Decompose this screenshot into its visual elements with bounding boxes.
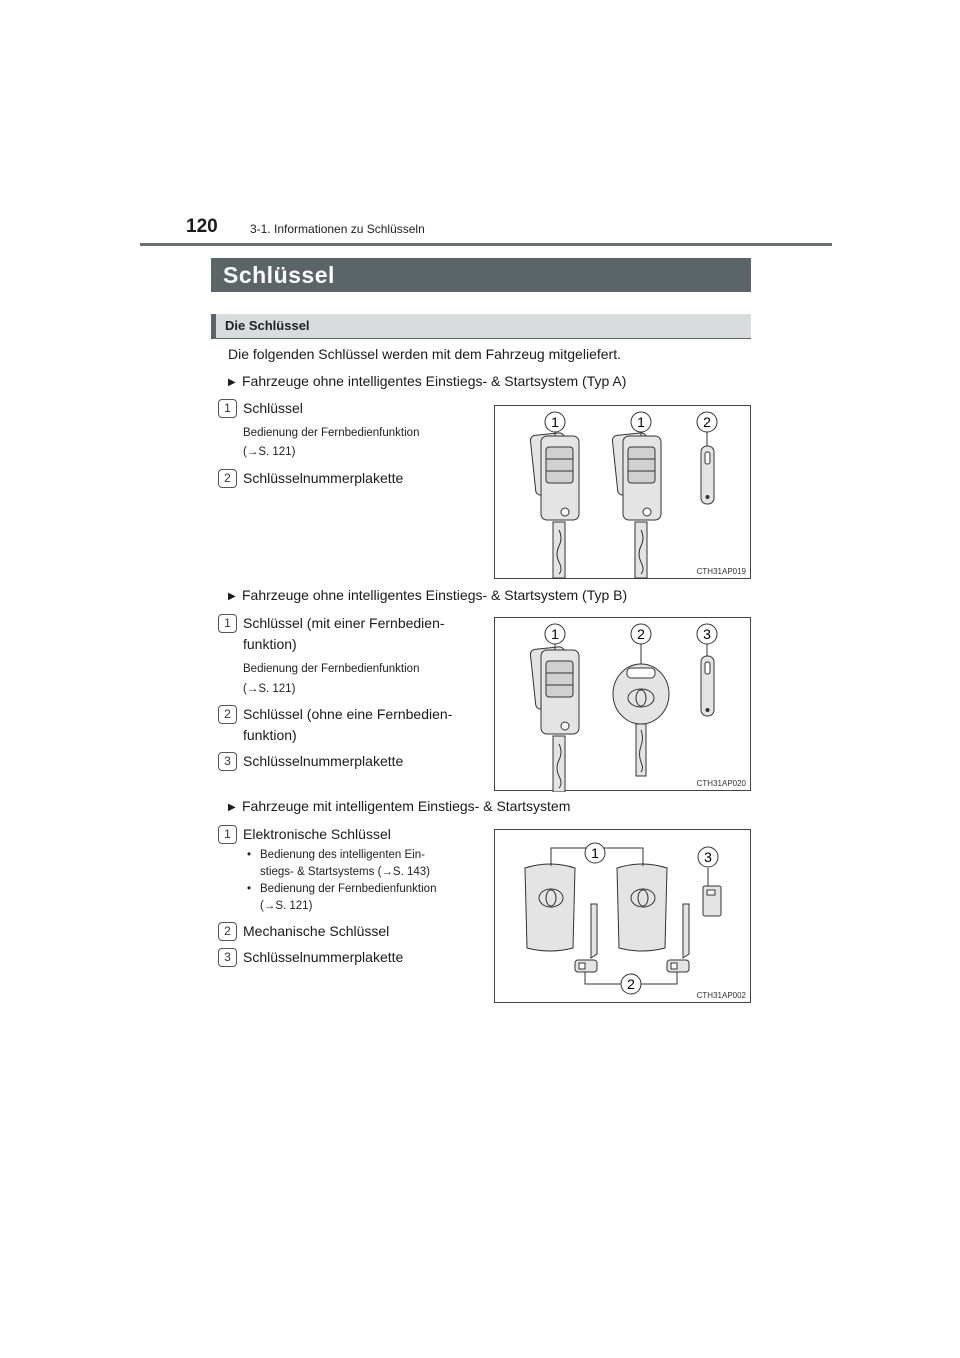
callout-label: 1: [551, 414, 559, 430]
breadcrumb: 3-1. Informationen zu Schlüsseln: [250, 222, 425, 236]
item-number-badge: 1: [218, 399, 237, 418]
item-number-badge: 3: [218, 752, 237, 771]
callout-label: 1: [591, 845, 599, 861]
figure-keys-type-a: [494, 405, 751, 579]
intro-text: Die folgenden Schlüssel werden mit dem Fahrzeug mitgeliefert.: [228, 346, 621, 362]
item-label: Schlüsselnummerplakette: [243, 753, 404, 769]
item-number-badge: 2: [218, 705, 237, 724]
figure-keys-type-b: [494, 617, 751, 791]
item-description-ref: (→S. 121): [243, 683, 296, 695]
smart-keys-illustration: [495, 830, 752, 1004]
keys-type-b-illustration: [495, 618, 752, 792]
bullet-item-cont: (→S. 121): [260, 900, 313, 912]
item-label: Schlüssel (mit einer Fernbedien-: [243, 615, 445, 631]
page-title: Schlüssel: [223, 262, 335, 288]
callout-label: 3: [704, 849, 712, 865]
item-label: Mechanische Schlüssel: [243, 923, 390, 939]
page-title-bar: [211, 258, 751, 292]
triangle-bullet-icon: ▶: [228, 591, 236, 602]
item-label: Schlüsselnummerplakette: [243, 470, 404, 486]
section-heading: Die Schlüssel: [225, 318, 310, 333]
item-number-badge: 2: [218, 469, 237, 488]
item-label: Schlüsselnummerplakette: [243, 949, 404, 965]
figure-code: CTH31AP020: [696, 779, 746, 788]
figure-code: CTH31AP019: [696, 567, 746, 576]
item-description-ref: (→S. 121): [243, 446, 296, 458]
group-b-heading: [228, 587, 627, 603]
group-c-heading-text: Fahrzeuge mit intelligentem Einstiegs- & Startsystem: [242, 798, 571, 814]
bullet-item: • Bedienung des intelligenten Ein-: [243, 847, 478, 864]
item-number-badge: 3: [218, 948, 237, 967]
item-bullet-list: [243, 847, 478, 915]
callout-label: 3: [703, 626, 711, 642]
item-label: Schlüssel (ohne eine Fernbedien-: [243, 706, 453, 722]
callout-label: 1: [637, 414, 645, 430]
item-label-cont: funktion): [243, 727, 297, 743]
item-label: Elektronische Schlüssel: [243, 826, 391, 842]
bullet-item-cont: stiegs- & Startsystems (→S. 143): [260, 866, 430, 878]
item-description: Bedienung der Fernbedienfunktion: [243, 427, 420, 439]
mechanical-key-icon: [667, 904, 689, 972]
flip-key-icon: [530, 432, 579, 578]
triangle-bullet-icon: ▶: [228, 377, 236, 388]
plain-key-icon: [613, 664, 669, 776]
smart-key-icon: [525, 864, 575, 951]
item-number-badge: 2: [218, 922, 237, 941]
figure-code: CTH31AP002: [696, 991, 746, 1000]
group-a-heading-text: Fahrzeuge ohne intelligentes Einstiegs- & Startsystem (Typ A): [242, 373, 627, 389]
smart-key-icon: [617, 864, 667, 951]
item-description: Bedienung der Fernbedienfunktion: [243, 663, 420, 675]
callout-label: 1: [551, 626, 559, 642]
flip-key-icon: [530, 646, 579, 792]
section-heading-bar: [211, 314, 751, 338]
callout-label: 2: [703, 414, 711, 430]
flip-key-icon: [612, 432, 661, 578]
group-b-heading-text: Fahrzeuge ohne intelligentes Einstiegs- & Startsystem (Typ B): [242, 587, 628, 603]
callout-label: 2: [637, 626, 645, 642]
group-a-heading: [228, 373, 626, 389]
page-number: 120: [186, 216, 218, 237]
figure-smart-keys: [494, 829, 751, 1003]
section-rule: [211, 338, 751, 339]
keys-type-a-illustration: [495, 406, 752, 580]
header-rule: [140, 243, 832, 246]
bullet-item: • Bedienung der Fernbedienfunktion: [243, 881, 478, 898]
item-label-cont: funktion): [243, 636, 297, 652]
item-number-badge: 1: [218, 614, 237, 633]
group-c-heading: [228, 798, 570, 814]
item-label: Schlüssel: [243, 400, 303, 416]
triangle-bullet-icon: ▶: [228, 802, 236, 813]
callout-label: 2: [627, 976, 635, 992]
section-marker: [211, 314, 216, 338]
item-number-badge: 1: [218, 825, 237, 844]
mechanical-key-icon: [575, 904, 597, 972]
